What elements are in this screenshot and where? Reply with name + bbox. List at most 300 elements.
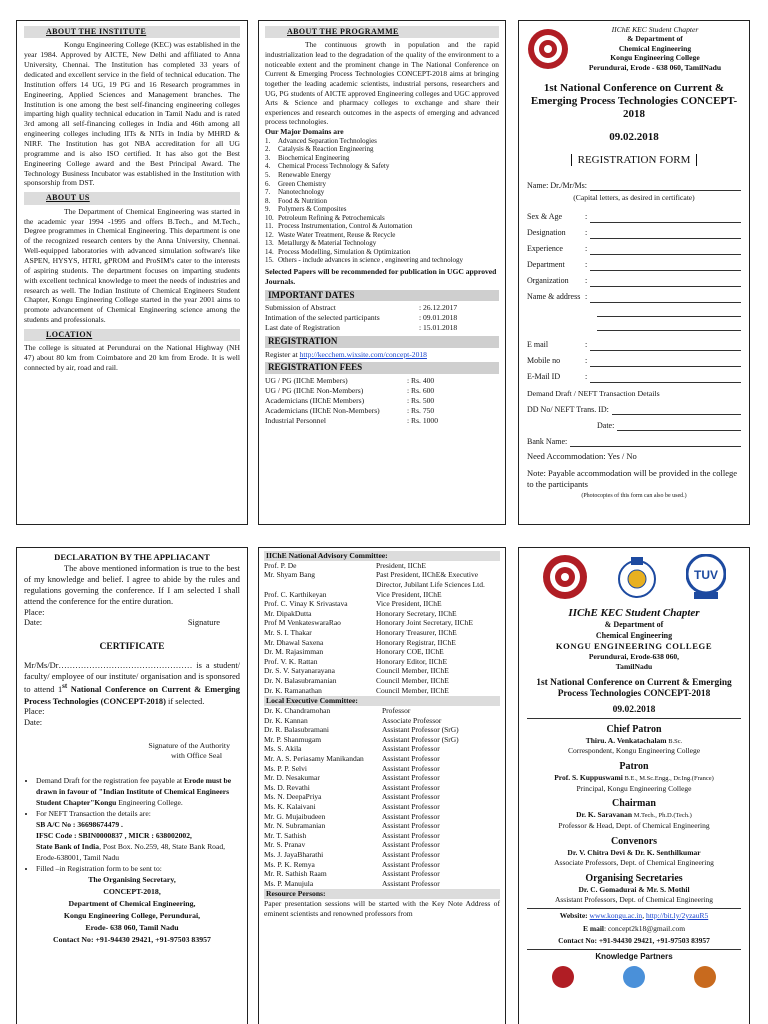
domain-item	[265, 197, 499, 206]
form-date: 09.02.2018	[609, 131, 659, 144]
member-name: Mr. A. S. Periasamy Manikandan	[264, 754, 364, 763]
date-label: Intimation of the selected participants	[265, 313, 380, 323]
committee-member	[264, 802, 500, 812]
date-row	[265, 303, 499, 313]
domain-item	[265, 145, 499, 154]
member-name: Prof M VenkateswaraRao	[264, 618, 341, 628]
person-name	[527, 885, 741, 895]
registration-form-panel	[518, 20, 750, 525]
form-field-label: Sex & Age	[527, 212, 563, 222]
domain-number: 10.	[265, 213, 274, 222]
partner-logo-1-icon	[552, 966, 574, 988]
person-role: Organising Secretaries	[585, 872, 683, 884]
committee-member	[264, 725, 500, 735]
registration-line	[265, 350, 499, 360]
name-row[interactable]	[527, 175, 741, 191]
person-role: Convenors	[610, 835, 658, 847]
address-extra-lines	[527, 303, 741, 335]
date-value: : 09.01.2018	[419, 313, 458, 323]
member-role: Honorary Treasurer, IIChE	[376, 628, 457, 638]
form-org5: Perundurai, Erode - 638 060, TamilNadu	[588, 62, 722, 72]
bank-label: Bank Name:	[527, 436, 568, 446]
member-name: Mr. DipakDutta	[264, 608, 312, 618]
form-org-block	[569, 25, 741, 72]
member-name: Ms. S. Akila	[264, 744, 302, 754]
contact-field-label: E mail	[527, 340, 549, 350]
domain-item	[265, 171, 499, 180]
person-role: Chief Patron	[606, 723, 662, 735]
form-org2: & Department of	[627, 34, 683, 44]
person-name-text: Dr. C. Gomadurai & Mr. S. Mothil	[578, 884, 690, 894]
photocopy-note: (Photocopies of this form can also be used.)	[581, 493, 687, 500]
domain-item	[265, 231, 499, 240]
member-role: Associate Professor	[382, 715, 442, 725]
fees-heading: REGISTRATION FEES	[265, 362, 499, 374]
member-role: Assistant Professor	[382, 830, 440, 840]
cover-conf-title: 1st National Conference on Current & Emerging Process Technologies CONCEPT-2018	[536, 677, 732, 699]
person-designation: Professor & Head, Dept. of Chemical Engineering	[558, 820, 710, 830]
office-seal: with Office Seal	[171, 750, 222, 760]
ifsc-code: IFSC Code : SBIN0000837 , MICR : 638002002,	[36, 831, 192, 840]
caps-note: (Capital letters, as desired in certificate)	[573, 192, 695, 202]
form-org4: Kongu Engineering College	[610, 53, 700, 63]
domain-text: Nanotechnology	[278, 188, 325, 197]
domain-item	[265, 162, 499, 171]
committee-member	[264, 869, 500, 879]
domain-number: 4.	[265, 162, 271, 171]
cover-org5: Perundurai, Erode-638 060,	[588, 652, 680, 662]
member-role: Honorary Editor, IIChE	[376, 656, 448, 666]
email-label: E mail	[582, 923, 604, 933]
certificate-heading: CERTIFICATE	[99, 642, 165, 653]
mailing-address	[24, 874, 240, 946]
member-name: Mr. N. Subramanian	[264, 821, 326, 831]
committee-member	[264, 831, 500, 841]
name-line[interactable]	[590, 181, 741, 191]
committee-member	[264, 792, 500, 802]
member-role: Assistant Professor	[382, 782, 440, 792]
declaration-heading: DECLARATION BY THE APPLIACANT	[54, 552, 210, 562]
contact-field-line[interactable]	[590, 357, 741, 367]
fee-category: Industrial Personnel	[265, 415, 326, 425]
member-name: Ms. J. JayaBharathi	[264, 849, 324, 859]
date-row	[265, 313, 499, 323]
form-fields	[527, 207, 741, 303]
dates-table	[265, 303, 499, 333]
dates-heading: IMPORTANT DATES	[265, 290, 499, 302]
send-label: Filled –in Registration form to be sent to:	[36, 864, 162, 873]
date-sign-row	[24, 618, 240, 629]
accommodation-note: Note: Payable accommodation will be provided in the college to the participants	[527, 467, 738, 489]
dd-label: Demand Draft / NEFT Transaction Details	[527, 388, 660, 398]
institute-heading: ABOUT THE INSTITUTE	[24, 26, 240, 38]
domain-text: Green Chemistry	[278, 179, 327, 188]
person-name-text: Dr. V. Chitra Devi & Dr. K. Senthilkumar	[567, 847, 701, 857]
committee-member	[264, 783, 500, 793]
member-role: Assistant Professor	[382, 859, 440, 869]
dd-text-c: Engineering College.	[116, 798, 183, 807]
publication-note: Selected Papers will be recommended for publication in UGC approved Journals.	[265, 266, 497, 286]
rp-heading: Resource Persons:	[264, 889, 500, 899]
addr-line-1: The Organising Secretary,	[88, 875, 176, 884]
fee-row	[265, 386, 499, 396]
tuv-logo-text: TUV	[694, 568, 719, 582]
member-name: Prof. C. Karthikeyan	[264, 589, 327, 599]
member-name: Mr. Dhawal Saxena	[264, 637, 324, 647]
fee-category: UG / PG (IIChE Members)	[265, 376, 348, 386]
domain-number: 1.	[265, 136, 271, 145]
place-1: Place:	[24, 607, 45, 617]
member-name: Ms. N. DeepaPriya	[264, 792, 322, 802]
institute-panel	[16, 20, 248, 525]
member-name: Mr. S. Pranav	[264, 840, 306, 850]
domain-number: 13.	[265, 239, 274, 248]
cover-email	[527, 924, 741, 934]
date-value: : 15.01.2018	[419, 322, 458, 332]
field-colon: :	[585, 228, 588, 238]
nac-heading: IIChE National Advisory Committee:	[264, 551, 500, 561]
member-role: Council Member, IIChE	[376, 685, 449, 695]
field-colon: :	[585, 340, 588, 350]
domain-item	[265, 248, 499, 257]
committee-member	[264, 716, 500, 726]
cover-people	[527, 723, 741, 905]
sig-authority: Signature of the Authority	[148, 740, 230, 750]
committee-member	[264, 618, 500, 628]
domain-number: 9.	[265, 205, 271, 214]
member-name: Mr. T. Sathish	[264, 830, 307, 840]
member-role: Assistant Professor	[382, 840, 440, 850]
website-link-1[interactable]: www.kongu.ac.in	[589, 910, 643, 920]
member-name: Prof. P. De	[264, 560, 297, 570]
member-name: Dr. R. Balasubramani	[264, 725, 329, 735]
domain-text: Petroleum Refining & Petrochemicals	[278, 213, 385, 222]
cover-panel	[518, 547, 750, 1024]
member-role: Honorary Joint Secretary, IIChE	[376, 618, 473, 628]
member-name: Dr. S. V. Satyanarayana	[264, 666, 335, 676]
member-name: Dr. K. Kannan	[264, 715, 308, 725]
committee-member	[264, 590, 500, 600]
person-degree: M.Tech., Ph.D.(Tech.)	[632, 812, 692, 820]
payment-bullet-neft	[36, 808, 240, 863]
form-field-label: Name & address	[527, 292, 581, 302]
domain-text: Renewable Energy	[278, 171, 331, 179]
member-name: Prof. C. Vinay K Srivastava	[264, 599, 348, 609]
cert-tail: if selected.	[165, 696, 205, 706]
member-role: Assistant Professor (SrG)	[382, 734, 459, 744]
committee-member	[264, 735, 500, 745]
form-field-label: Experience	[527, 244, 563, 254]
domain-item	[265, 256, 499, 265]
field-colon: :	[585, 244, 588, 254]
about-us-text: The Department of Chemical Engineering was started in the academic year 1994 -1995 and offers B.Tech., and M.Tech., Degree programmes in Chemical Engineering. This department is one of the recognized research centers by the Anna University, Chennai. Well-equipped laboratories with advanced simulation software's like ASPEN, HYSYS, HTRI, gPROM and ProSIM's cater to the interests of aspiring students. The department focuses on imparting students with excellent technical knowledge to meet the needs of industries and research as well. The Indian Institute of Chemical Engineers Student Chapter, Kongu Engineering College started in the year 2001 aims to promote advancement of Chemical Engineering science among the students and professionals.	[24, 206, 240, 325]
member-name: Ms. P. K. Remya	[264, 859, 315, 869]
person-designation: Associate Professors, Dept. of Chemical Engineering	[554, 857, 714, 867]
website-label: Website:	[559, 910, 590, 920]
programme-heading: ABOUT THE PROGRAMME	[265, 26, 499, 38]
bank-name: State Bank of India	[36, 842, 100, 851]
committee-member	[264, 773, 500, 783]
committee-member	[264, 570, 500, 589]
committee-member	[264, 764, 500, 774]
fee-amount: : Rs. 600	[407, 385, 435, 395]
committee-member	[264, 666, 500, 676]
field-colon: :	[585, 292, 588, 302]
tuv-logo-icon	[686, 554, 726, 600]
field-colon: :	[585, 372, 588, 382]
payment-list	[24, 775, 240, 874]
committee-member	[264, 628, 500, 638]
committee-member	[264, 840, 500, 850]
contact-field-row[interactable]	[527, 351, 741, 367]
fees-table	[265, 376, 499, 425]
payment-bullet-dd	[36, 775, 240, 808]
member-role: Honorary COE, IIChE	[376, 647, 444, 657]
form-field-line[interactable]	[590, 277, 741, 287]
domain-number: 6.	[265, 179, 271, 188]
form-header	[527, 25, 741, 72]
iiche-logo-icon	[542, 554, 588, 600]
domain-item	[265, 188, 499, 197]
committee-member	[264, 686, 500, 696]
member-role: Assistant Professor	[382, 811, 440, 821]
partner-logo-2-icon	[623, 966, 645, 988]
member-role: Council Member, IIChE	[376, 675, 449, 685]
form-field-row[interactable]	[527, 287, 741, 303]
committee-member	[264, 879, 500, 889]
form-field-line[interactable]	[590, 213, 741, 223]
domain-item	[265, 154, 499, 163]
committee-member	[264, 850, 500, 860]
domain-number: 15.	[265, 256, 274, 265]
member-role: Assistant Professor	[382, 754, 440, 763]
member-role: Vice President, IIChE	[376, 589, 442, 599]
member-role: Vice President, IIChE	[376, 599, 442, 609]
addr-line-5: Erode- 638 060, Tamil Nadu	[85, 923, 179, 933]
programme-panel	[258, 20, 506, 525]
person-name	[527, 810, 741, 820]
registration-heading: REGISTRATION	[265, 336, 499, 348]
date-label: Date:	[597, 420, 615, 430]
member-name: Ms. P. Manujula	[264, 878, 314, 888]
form-field-row[interactable]	[527, 271, 741, 287]
member-role: Assistant Professor	[382, 849, 440, 859]
person-role: Chairman	[612, 798, 656, 810]
bank-address: , Post Box. No.259, 48, State Bank Road, Erode-638001, Tamil Nadu	[36, 842, 226, 862]
member-role: Assistant Professor	[382, 773, 440, 783]
about-us-heading: ABOUT US	[24, 192, 240, 204]
field-colon: :	[585, 260, 588, 270]
contact-field-row[interactable]	[527, 367, 741, 383]
committee-panel	[258, 547, 506, 1024]
domain-text: Polymers & Composites	[278, 205, 347, 214]
member-name: Mr. S. I. Thakar	[264, 628, 312, 638]
lec-list	[264, 706, 500, 888]
form-field-line[interactable]	[590, 245, 741, 255]
member-name: Mr. P. Shanmugam	[264, 734, 322, 744]
name-label: Name: Dr./Mr/Ms:	[527, 180, 587, 190]
dd-text-a: Demand Draft for the registration fee payable at	[36, 776, 185, 785]
member-role: Assistant Professor	[382, 792, 440, 802]
date-row[interactable]	[527, 415, 741, 431]
dd-row[interactable]	[527, 399, 741, 415]
committee-member	[264, 860, 500, 870]
domain-item	[265, 222, 499, 231]
domain-number: 5.	[265, 171, 271, 179]
lec-heading: Local Executive Committee:	[264, 696, 500, 706]
accommodation: Need Accommodation: Yes / No	[527, 450, 637, 461]
addr-line-3: Department of Chemical Engineering,	[68, 899, 196, 909]
person-name-text: Prof. S. Kuppuswami	[554, 773, 623, 783]
person-role: Patron	[619, 761, 649, 773]
date-line[interactable]	[617, 421, 741, 431]
member-role: Council Member, IIChE	[376, 666, 449, 676]
cover-org2: & Department of	[604, 620, 664, 630]
committee-member	[264, 744, 500, 754]
nac-list	[264, 561, 500, 695]
form-org1: IIChE KEC Student Chapter	[611, 25, 699, 34]
date-2: Date:	[24, 717, 43, 727]
contact-field-label: E-Mail ID	[527, 372, 561, 382]
registration-link[interactable]: http://kecchem.wixsite.com/concept-2018	[299, 349, 427, 359]
committee-member	[264, 638, 500, 648]
partner-logo-3-icon	[694, 966, 716, 988]
form-field-line[interactable]	[590, 261, 741, 271]
iiche-logo-icon	[527, 28, 569, 70]
domain-text: Chemical Process Technology & Safety	[278, 162, 390, 171]
contact-field-line[interactable]	[590, 341, 741, 351]
domain-item	[265, 180, 499, 189]
form-conf-title: 1st National Conference on Current & Emerging Process Technologies CONCEPT-2018	[530, 82, 738, 120]
fee-amount: : Rs. 1000	[407, 415, 439, 425]
contact-field-row[interactable]	[527, 335, 741, 351]
fee-row	[265, 396, 499, 406]
form-field-line[interactable]	[590, 293, 741, 303]
domain-text: Catalysis & Reaction Engineering	[278, 145, 374, 154]
form-field-line[interactable]	[590, 229, 741, 239]
person-name	[527, 773, 741, 783]
person-name-text: Thiru. A. Venkatachalam	[585, 735, 667, 745]
member-name: Mr. Shyam Bang	[264, 570, 316, 580]
committee-member	[264, 754, 500, 764]
institute-text: Kongu Engineering College (KEC) was established in the year 1984. Approved by AICTE, New Delhi and affiliated to Anna University, Chennai. The Institution has completed 33 years of dedicated and excellent service in the field of technical education. The Institution offers 14 UG, 19 PG and 16 Research programmes in Engineering, Applied Sciences and Management branches. The Institution is one among the best self-financing engineering colleges imparting high quality technical education in Tamil Nadu and is rated 3rd among all self-financing colleges in India and 46th among all engineering colleges including IITs & NITs in India by MHRD & NIRF. The Institution has got NBA accreditation for all UG programme and is also ISO certified. It has also got the Best Engineering College award and the Best Principal Award. The Technology Business Incubator was established in the Institution with sponsorship from DST.	[24, 40, 240, 188]
person-name	[527, 736, 741, 746]
person-degree: B.E., M.Sc.Engg., Dr.Ing.(France)	[622, 775, 714, 783]
form-org3: Chemical Engineering	[618, 43, 692, 53]
domain-number: 8.	[265, 196, 271, 205]
member-role: Assistant Professor (SrG)	[382, 725, 459, 735]
form-field-row[interactable]	[527, 207, 741, 223]
contact-field-line[interactable]	[590, 373, 741, 383]
member-role: Honorary Secretary, IIChE	[376, 608, 457, 618]
certificate-text	[24, 660, 240, 707]
knowledge-partners: Knowledge Partners	[595, 952, 673, 962]
domains-title: Our Major Domains are	[265, 127, 344, 137]
location-text: The college is situated at Perundurai on the National Highway (NH 47) about 80 km from Coimbatore and 20 km from Erode. It is well connected by air, road and rail.	[24, 343, 240, 373]
domain-item	[265, 239, 499, 248]
domain-number: 3.	[265, 153, 271, 162]
form-field-row[interactable]	[527, 255, 741, 271]
fee-row	[265, 416, 499, 426]
member-role: President, IIChE	[376, 560, 426, 570]
member-name: Prof. V. K. Rattan	[264, 656, 318, 666]
member-name: Ms. K. Kalaivani	[264, 801, 316, 811]
date-row	[265, 323, 499, 333]
partner-logos	[527, 966, 741, 988]
member-role: Assistant Professor	[382, 763, 440, 773]
cover-org3: Chemical Engineering	[595, 630, 673, 640]
person-name	[527, 848, 741, 858]
committee-member	[264, 812, 500, 822]
dd-no-line[interactable]	[612, 405, 741, 415]
cert-text-a: Mr/Ms/Dr………………………………………… is a student/ faculty/ employee of our institute/ organisation and is sponsored to attend 1	[24, 660, 240, 695]
person-degree: B.Sc.	[666, 737, 683, 745]
signature-label: Signature	[187, 618, 220, 628]
person-designation: Correspondent, Kongu Engineering College	[567, 746, 701, 756]
domain-item	[265, 137, 499, 146]
domain-text: Biochemical Engineering	[278, 153, 350, 162]
form-field-row[interactable]	[527, 239, 741, 255]
domain-text: Others - include advances in science , engineering and technology	[278, 256, 464, 265]
domain-text: Waste Water Treatment, Reuse & Recycle	[278, 230, 396, 239]
date-label: Submission of Abstract	[265, 303, 336, 313]
fee-row	[265, 406, 499, 416]
member-role: Assistant Professor	[382, 869, 440, 879]
bank-line[interactable]	[570, 437, 741, 447]
fee-category: UG / PG (IIChE Non-Members)	[265, 385, 364, 395]
cover-logos	[527, 552, 741, 602]
declaration-text: The above mentioned information is true to the best of my knowledge and belief. I agree to abide by the rules and regulations governing the conference. If I am selected I shall attend the conference for the entire duration.	[24, 564, 240, 607]
addr-line-2: CONCEPT-2018,	[103, 887, 161, 897]
member-role: Assistant Professor	[382, 878, 440, 888]
programme-text: The continuous growth in population and the rapid industrialization lead to the degradation of the quality of the environment to a noticeable extent and the prominent change in The National Conference on Current & Emerging Process Technologies CONCEPT-2018 aims at bringing together the leading academic scientists, industrial persons, researchers and UG, PG students of AICTE approved Engineering colleges and UGC approved Arts & Science and pharmacy colleges to exchange and share their experiences and research outcomes in the aspects of emerging and advanced process technologies.	[265, 40, 499, 127]
neft-label: For NEFT Transaction the details are:	[36, 809, 151, 818]
kongu-emblem-icon	[617, 555, 657, 599]
member-role: Past President, IIChE& Executive Director, Jubilant Life Sciences Ltd.	[376, 570, 485, 590]
rp-text: Paper presentation sessions will be started with the Key Note Address of eminent scientists and renowned professors from	[264, 899, 500, 919]
domain-text: Food & Nutrition	[278, 196, 328, 205]
cover-org6: TamilNadu	[615, 662, 653, 672]
form-field-label: Designation	[527, 228, 566, 238]
committee-member	[264, 657, 500, 667]
email-value[interactable]: : concept2k18@gmail.com	[603, 923, 686, 933]
fee-amount: : Rs. 750	[407, 405, 435, 415]
domain-number: 2.	[265, 145, 271, 154]
website-link-2[interactable]: http://bit.ly/2yzauR5	[645, 910, 709, 920]
bank-row[interactable]	[527, 431, 741, 447]
committee-member	[264, 821, 500, 831]
form-field-label: Department	[527, 260, 565, 270]
domain-number: 14.	[265, 247, 274, 256]
registration-prefix: Register at	[265, 349, 300, 359]
member-name: Ms. D. Revathi	[264, 782, 310, 792]
cover-contact: Contact No: +91-94430 29421, +91-97503 83957	[558, 936, 710, 946]
domain-text: Process Modelling, Simulation & Optimization	[278, 247, 411, 256]
fee-category: Academicians (IIChE Non-Members)	[265, 405, 380, 415]
date-1: Date:	[24, 618, 43, 628]
declaration-panel	[16, 547, 248, 1024]
member-name: Dr. K. Ramanathan	[264, 685, 322, 695]
member-role: Assistant Professor	[382, 801, 440, 811]
fee-amount: : Rs. 400	[407, 376, 435, 386]
member-role: Honorary Registrar, IIChE	[376, 637, 456, 647]
domain-number: 7.	[265, 188, 271, 197]
form-field-row[interactable]	[527, 223, 741, 239]
person-designation: Principal, Kongu Engineering College	[576, 783, 692, 793]
domain-item	[265, 214, 499, 223]
dd-no-label: DD No/ NEFT Trans. ID:	[527, 404, 609, 414]
domain-text: Advanced Separation Technologies	[278, 136, 377, 145]
